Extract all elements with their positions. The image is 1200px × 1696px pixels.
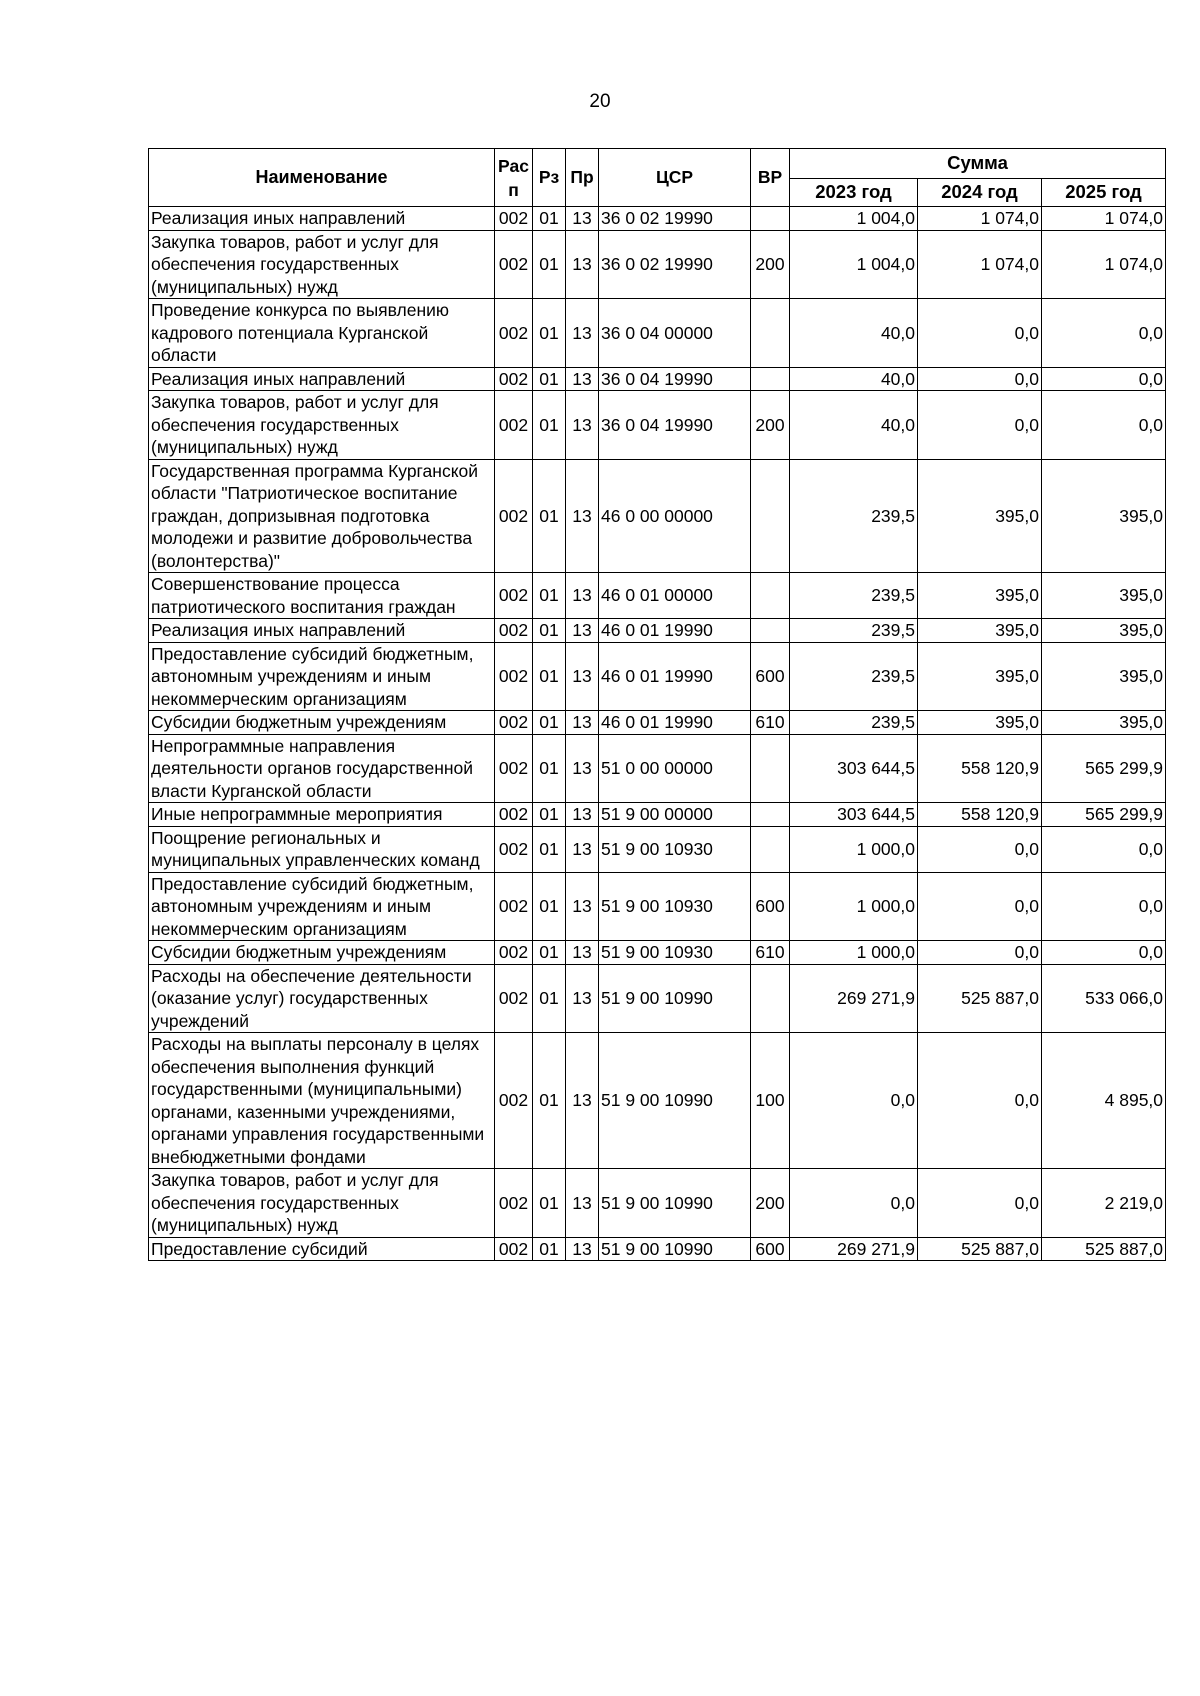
cell-sum-2025: 0,0	[1042, 391, 1166, 460]
cell-sum-2025: 395,0	[1042, 459, 1166, 573]
cell-vr: 610	[751, 711, 790, 735]
cell-name: Реализация иных направлений	[149, 367, 495, 391]
cell-rz: 01	[533, 803, 566, 827]
cell-pr: 13	[566, 1237, 599, 1261]
cell-sum-2025: 0,0	[1042, 941, 1166, 965]
cell-pr: 13	[566, 941, 599, 965]
cell-rz: 01	[533, 826, 566, 872]
cell-csr: 51 9 00 10930	[599, 941, 751, 965]
header-year-2023: 2023 год	[790, 179, 918, 207]
cell-sum-2023: 239,5	[790, 619, 918, 643]
cell-sum-2023: 303 644,5	[790, 734, 918, 803]
cell-name: Реализация иных направлений	[149, 619, 495, 643]
cell-csr: 36 0 04 00000	[599, 299, 751, 368]
cell-name: Закупка товаров, работ и услуг для обеспечения государственных (муниципальных) нужд	[149, 1169, 495, 1238]
cell-rasp: 002	[495, 619, 533, 643]
cell-vr	[751, 299, 790, 368]
cell-pr: 13	[566, 391, 599, 460]
cell-sum-2024: 0,0	[918, 1033, 1042, 1169]
table-row	[149, 367, 1166, 391]
cell-sum-2024: 395,0	[918, 711, 1042, 735]
cell-sum-2024: 0,0	[918, 826, 1042, 872]
cell-csr: 46 0 01 00000	[599, 573, 751, 619]
cell-vr: 200	[751, 230, 790, 299]
cell-name: Непрограммные направления деятельности органов государственной власти Курганской области	[149, 734, 495, 803]
cell-sum-2023: 239,5	[790, 642, 918, 711]
cell-sum-2025: 2 219,0	[1042, 1169, 1166, 1238]
cell-csr: 51 9 00 00000	[599, 803, 751, 827]
table-row	[149, 964, 1166, 1033]
cell-rasp: 002	[495, 573, 533, 619]
table-row	[149, 230, 1166, 299]
header-vr: ВР	[751, 149, 790, 207]
cell-sum-2024: 0,0	[918, 367, 1042, 391]
cell-sum-2023: 1 000,0	[790, 826, 918, 872]
cell-csr: 51 9 00 10990	[599, 1169, 751, 1238]
page-number: 20	[589, 91, 611, 112]
cell-csr: 51 9 00 10930	[599, 826, 751, 872]
cell-pr: 13	[566, 826, 599, 872]
table-row	[149, 1169, 1166, 1238]
cell-sum-2025: 395,0	[1042, 573, 1166, 619]
cell-sum-2024: 525 887,0	[918, 1237, 1042, 1261]
cell-sum-2023: 40,0	[790, 299, 918, 368]
cell-sum-2025: 395,0	[1042, 619, 1166, 643]
cell-vr: 100	[751, 1033, 790, 1169]
cell-csr: 36 0 02 19990	[599, 230, 751, 299]
cell-name: Субсидии бюджетным учреждениям	[149, 941, 495, 965]
cell-pr: 13	[566, 230, 599, 299]
cell-name: Закупка товаров, работ и услуг для обеспечения государственных (муниципальных) нужд	[149, 230, 495, 299]
table-body	[149, 207, 1166, 1261]
cell-name: Иные непрограммные мероприятия	[149, 803, 495, 827]
cell-rz: 01	[533, 941, 566, 965]
cell-name: Закупка товаров, работ и услуг для обеспечения государственных (муниципальных) нужд	[149, 391, 495, 460]
cell-csr: 51 9 00 10930	[599, 872, 751, 941]
cell-rasp: 002	[495, 299, 533, 368]
cell-sum-2024: 0,0	[918, 872, 1042, 941]
cell-sum-2023: 1 004,0	[790, 207, 918, 231]
cell-sum-2024: 1 074,0	[918, 207, 1042, 231]
cell-csr: 46 0 01 19990	[599, 619, 751, 643]
cell-rz: 01	[533, 207, 566, 231]
cell-sum-2024: 525 887,0	[918, 964, 1042, 1033]
cell-pr: 13	[566, 459, 599, 573]
cell-rasp: 002	[495, 803, 533, 827]
cell-rasp: 002	[495, 872, 533, 941]
cell-sum-2025: 1 074,0	[1042, 207, 1166, 231]
header-pr: Пр	[566, 149, 599, 207]
cell-vr	[751, 459, 790, 573]
cell-sum-2024: 395,0	[918, 573, 1042, 619]
cell-sum-2023: 239,5	[790, 459, 918, 573]
header-year-2025: 2025 год	[1042, 179, 1166, 207]
cell-name: Проведение конкурса по выявлению кадрового потенциала Курганской области	[149, 299, 495, 368]
table-row	[149, 642, 1166, 711]
cell-sum-2024: 0,0	[918, 941, 1042, 965]
cell-rz: 01	[533, 230, 566, 299]
cell-pr: 13	[566, 803, 599, 827]
cell-vr: 600	[751, 872, 790, 941]
cell-sum-2025: 4 895,0	[1042, 1033, 1166, 1169]
cell-name: Совершенствование процесса патриотического воспитания граждан	[149, 573, 495, 619]
cell-sum-2024: 395,0	[918, 642, 1042, 711]
budget-table	[148, 148, 1166, 1261]
cell-rasp: 002	[495, 391, 533, 460]
cell-name: Государственная программа Курганской области "Патриотическое воспитание граждан, допризывная подготовка молодежи и развитие добровольчества (волонтерства)"	[149, 459, 495, 573]
cell-rz: 01	[533, 391, 566, 460]
cell-sum-2023: 0,0	[790, 1033, 918, 1169]
cell-pr: 13	[566, 299, 599, 368]
cell-rz: 01	[533, 1237, 566, 1261]
cell-name: Предоставление субсидий бюджетным, автономным учреждениям и иным некоммерческим организациям	[149, 642, 495, 711]
cell-rasp: 002	[495, 207, 533, 231]
table-row	[149, 1033, 1166, 1169]
cell-name: Субсидии бюджетным учреждениям	[149, 711, 495, 735]
cell-csr: 51 9 00 10990	[599, 1237, 751, 1261]
cell-rz: 01	[533, 1033, 566, 1169]
cell-sum-2023: 303 644,5	[790, 803, 918, 827]
cell-sum-2024: 558 120,9	[918, 734, 1042, 803]
table-row	[149, 803, 1166, 827]
table-row	[149, 619, 1166, 643]
cell-sum-2025: 395,0	[1042, 711, 1166, 735]
cell-vr: 200	[751, 391, 790, 460]
cell-rz: 01	[533, 964, 566, 1033]
header-sum: Сумма	[790, 149, 1166, 179]
cell-rasp: 002	[495, 734, 533, 803]
cell-vr: 200	[751, 1169, 790, 1238]
cell-name: Расходы на выплаты персоналу в целях обеспечения выполнения функций государственными (муниципальными) органами, казенными учреждениями, органами управления государственными внебюджетными фондами	[149, 1033, 495, 1169]
cell-sum-2023: 239,5	[790, 573, 918, 619]
cell-rasp: 002	[495, 1169, 533, 1238]
cell-name: Реализация иных направлений	[149, 207, 495, 231]
cell-sum-2024: 0,0	[918, 299, 1042, 368]
table-row	[149, 872, 1166, 941]
cell-csr: 36 0 04 19990	[599, 391, 751, 460]
cell-sum-2023: 1 004,0	[790, 230, 918, 299]
cell-sum-2023: 269 271,9	[790, 964, 918, 1033]
cell-sum-2025: 0,0	[1042, 367, 1166, 391]
cell-rz: 01	[533, 642, 566, 711]
cell-rasp: 002	[495, 1237, 533, 1261]
table-row	[149, 711, 1166, 735]
cell-rasp: 002	[495, 826, 533, 872]
cell-sum-2024: 395,0	[918, 459, 1042, 573]
cell-csr: 51 9 00 10990	[599, 1033, 751, 1169]
table-row	[149, 459, 1166, 573]
cell-pr: 13	[566, 367, 599, 391]
table-row	[149, 391, 1166, 460]
cell-sum-2024: 395,0	[918, 619, 1042, 643]
cell-rz: 01	[533, 711, 566, 735]
cell-rasp: 002	[495, 642, 533, 711]
cell-sum-2023: 269 271,9	[790, 1237, 918, 1261]
cell-csr: 51 9 00 10990	[599, 964, 751, 1033]
cell-pr: 13	[566, 964, 599, 1033]
table-row	[149, 734, 1166, 803]
cell-rasp: 002	[495, 1033, 533, 1169]
cell-rz: 01	[533, 367, 566, 391]
cell-vr	[751, 964, 790, 1033]
table-header	[149, 149, 1166, 207]
cell-pr: 13	[566, 1169, 599, 1238]
cell-sum-2024: 0,0	[918, 1169, 1042, 1238]
cell-vr: 610	[751, 941, 790, 965]
cell-vr: 600	[751, 642, 790, 711]
cell-rz: 01	[533, 1169, 566, 1238]
header-rz: Рз	[533, 149, 566, 207]
cell-pr: 13	[566, 1033, 599, 1169]
cell-rz: 01	[533, 459, 566, 573]
cell-vr	[751, 734, 790, 803]
table-row	[149, 1237, 1166, 1261]
cell-pr: 13	[566, 642, 599, 711]
cell-sum-2024: 1 074,0	[918, 230, 1042, 299]
cell-csr: 36 0 04 19990	[599, 367, 751, 391]
cell-sum-2025: 0,0	[1042, 872, 1166, 941]
table-row	[149, 299, 1166, 368]
cell-sum-2025: 395,0	[1042, 642, 1166, 711]
cell-sum-2023: 1 000,0	[790, 872, 918, 941]
cell-sum-2024: 558 120,9	[918, 803, 1042, 827]
cell-csr: 51 0 00 00000	[599, 734, 751, 803]
cell-sum-2025: 533 066,0	[1042, 964, 1166, 1033]
cell-rz: 01	[533, 734, 566, 803]
cell-vr	[751, 207, 790, 231]
cell-vr	[751, 826, 790, 872]
cell-name: Предоставление субсидий	[149, 1237, 495, 1261]
cell-name: Предоставление субсидий бюджетным, автономным учреждениям и иным некоммерческим организациям	[149, 872, 495, 941]
cell-pr: 13	[566, 207, 599, 231]
cell-rz: 01	[533, 872, 566, 941]
cell-rasp: 002	[495, 941, 533, 965]
table-row	[149, 826, 1166, 872]
cell-vr	[751, 367, 790, 391]
cell-rz: 01	[533, 573, 566, 619]
cell-sum-2025: 525 887,0	[1042, 1237, 1166, 1261]
table-row	[149, 207, 1166, 231]
cell-vr	[751, 573, 790, 619]
cell-pr: 13	[566, 711, 599, 735]
cell-csr: 36 0 02 19990	[599, 207, 751, 231]
cell-name: Расходы на обеспечение деятельности (оказание услуг) государственных учреждений	[149, 964, 495, 1033]
cell-vr: 600	[751, 1237, 790, 1261]
cell-pr: 13	[566, 573, 599, 619]
cell-name: Поощрение региональных и муниципальных управленческих команд	[149, 826, 495, 872]
cell-sum-2025: 565 299,9	[1042, 803, 1166, 827]
header-year-2024: 2024 год	[918, 179, 1042, 207]
cell-rasp: 002	[495, 230, 533, 299]
cell-sum-2023: 0,0	[790, 1169, 918, 1238]
cell-pr: 13	[566, 619, 599, 643]
cell-sum-2023: 239,5	[790, 711, 918, 735]
cell-sum-2024: 0,0	[918, 391, 1042, 460]
table-row	[149, 573, 1166, 619]
header-rasp: Рас п	[495, 149, 533, 207]
header-name: Наименование	[149, 149, 495, 207]
header-csr: ЦСР	[599, 149, 751, 207]
cell-rasp: 002	[495, 964, 533, 1033]
cell-pr: 13	[566, 734, 599, 803]
cell-csr: 46 0 01 19990	[599, 711, 751, 735]
cell-sum-2023: 40,0	[790, 367, 918, 391]
cell-rz: 01	[533, 299, 566, 368]
cell-vr	[751, 619, 790, 643]
cell-sum-2023: 1 000,0	[790, 941, 918, 965]
cell-pr: 13	[566, 872, 599, 941]
cell-rasp: 002	[495, 711, 533, 735]
cell-sum-2025: 1 074,0	[1042, 230, 1166, 299]
cell-csr: 46 0 01 19990	[599, 642, 751, 711]
cell-rasp: 002	[495, 367, 533, 391]
cell-sum-2023: 40,0	[790, 391, 918, 460]
cell-sum-2025: 565 299,9	[1042, 734, 1166, 803]
table-row	[149, 941, 1166, 965]
cell-sum-2025: 0,0	[1042, 299, 1166, 368]
cell-rasp: 002	[495, 459, 533, 573]
cell-rz: 01	[533, 619, 566, 643]
cell-vr	[751, 803, 790, 827]
cell-sum-2025: 0,0	[1042, 826, 1166, 872]
cell-csr: 46 0 00 00000	[599, 459, 751, 573]
